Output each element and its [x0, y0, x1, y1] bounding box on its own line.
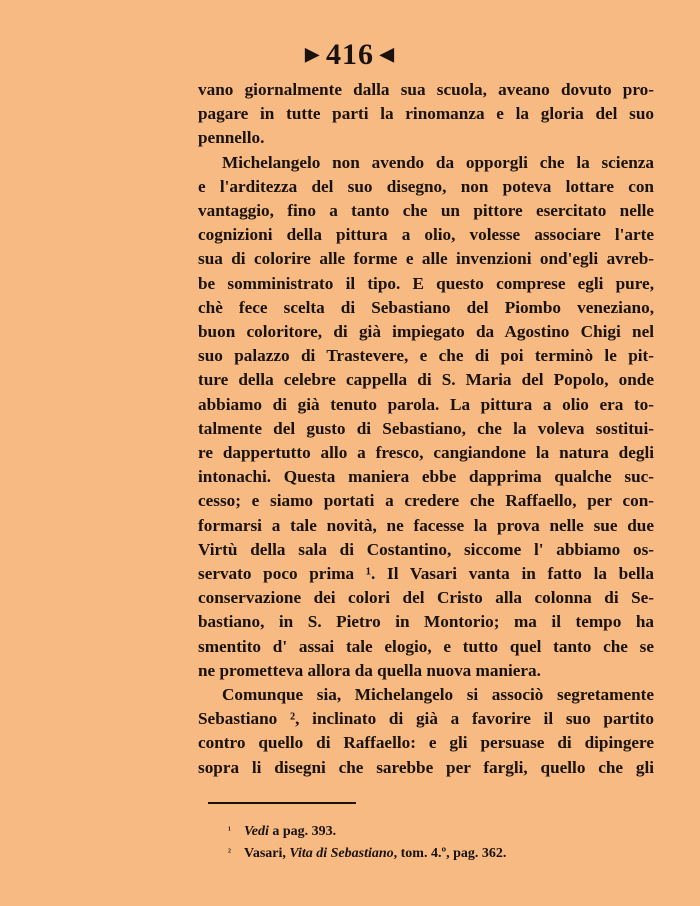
page-number: 416: [326, 38, 374, 71]
text-line: Michelangelo non avendo da opporgli che la scienza: [222, 152, 654, 172]
page-header: [0, 38, 700, 72]
text-line: Comunque sia, Michelangelo si associò segretamente: [222, 685, 654, 705]
footnote-text: a pag. 393.: [268, 824, 337, 839]
footnotes: [228, 820, 506, 864]
left-ornament-icon: ▶: [305, 44, 320, 64]
text-line: be somministrato il tipo. E questo comprese egli pure,: [198, 273, 654, 293]
text-line: cognizioni della pittura a olio, volesse associare l'arte: [198, 225, 654, 245]
text-line: Sebastiano ², inclinato di già a favorire il suo partito: [198, 709, 654, 729]
footnote-1: [228, 820, 506, 842]
footnote-2: [228, 842, 506, 864]
text-line: vantaggio, fino a tanto che un pittore esercitato nelle: [198, 201, 654, 221]
text-line: cesso; e siamo portati a credere che Raffaello, per con-: [198, 491, 654, 511]
text-line: intonachi. Questa maniera ebbe dapprima qualche suc-: [198, 467, 654, 487]
text-line: suo palazzo di Trastevere, e che di poi terminò le pit-: [198, 346, 654, 366]
footnote-italic: Vedi: [244, 824, 269, 839]
text-line: pennello.: [198, 128, 265, 148]
text-line: smentito d' assai tale elogio, e tutto quel tanto che se: [198, 636, 654, 656]
text-line: ne prometteva allora da quella nuova maniera.: [198, 660, 541, 680]
text-line: e l'arditezza del suo disegno, non poteva lottare con: [198, 176, 654, 196]
text-line: conservazione dei colori del Cristo alla colonna di Se-: [198, 588, 654, 608]
footnote-text: Vasari,: [244, 846, 290, 861]
footnote-divider: [208, 802, 356, 804]
right-ornament-icon: ◀: [380, 44, 395, 64]
text-line: servato poco prima ¹. Il Vasari vanta in fatto la bella: [198, 564, 654, 584]
text-line: buon coloritore, di già impiegato da Agostino Chigi nel: [198, 322, 654, 342]
text-line: contro quello di Raffaello: e gli persuase di dipingere: [198, 733, 654, 753]
footnote-number: ²: [228, 847, 231, 858]
body-text: [198, 78, 654, 780]
text-line: vano giornalmente dalla sua scuola, aveano dovuto pro-: [198, 80, 654, 99]
text-line: abbiamo di già tenuto parola. La pittura a olio era to-: [198, 394, 654, 414]
text-line: sua di colorire alle forme e alle invenzioni ond'egli avreb-: [198, 249, 654, 269]
footnote-italic: Vita di Sebastiano: [289, 846, 394, 861]
footnote-number: ¹: [228, 825, 231, 836]
text-line: talmente del gusto di Sebastiano, che la voleva sostitui-: [198, 418, 654, 438]
text-line: pagare in tutte parti la rinomanza e la gloria del suo: [198, 104, 654, 124]
text-line: re dappertutto allo a fresco, cangiandone la natura degli: [198, 443, 654, 463]
text-line: bastiano, in S. Pietro in Montorio; ma il tempo ha: [198, 612, 654, 632]
text-line: formarsi a tale novità, ne facesse la prova nelle sue due: [198, 515, 654, 535]
text-line: Virtù della sala di Costantino, siccome l' abbiamo os-: [198, 539, 654, 559]
text-line: chè fece scelta di Sebastiano del Piombo veneziano,: [198, 297, 654, 317]
text-line: sopra li disegni che sarebbe per fargli, quello che gli: [198, 757, 654, 777]
footnote-text: , tom. 4.º, pag. 362.: [393, 846, 507, 861]
text-line: ture della celebre cappella di S. Maria del Popolo, onde: [198, 370, 654, 390]
